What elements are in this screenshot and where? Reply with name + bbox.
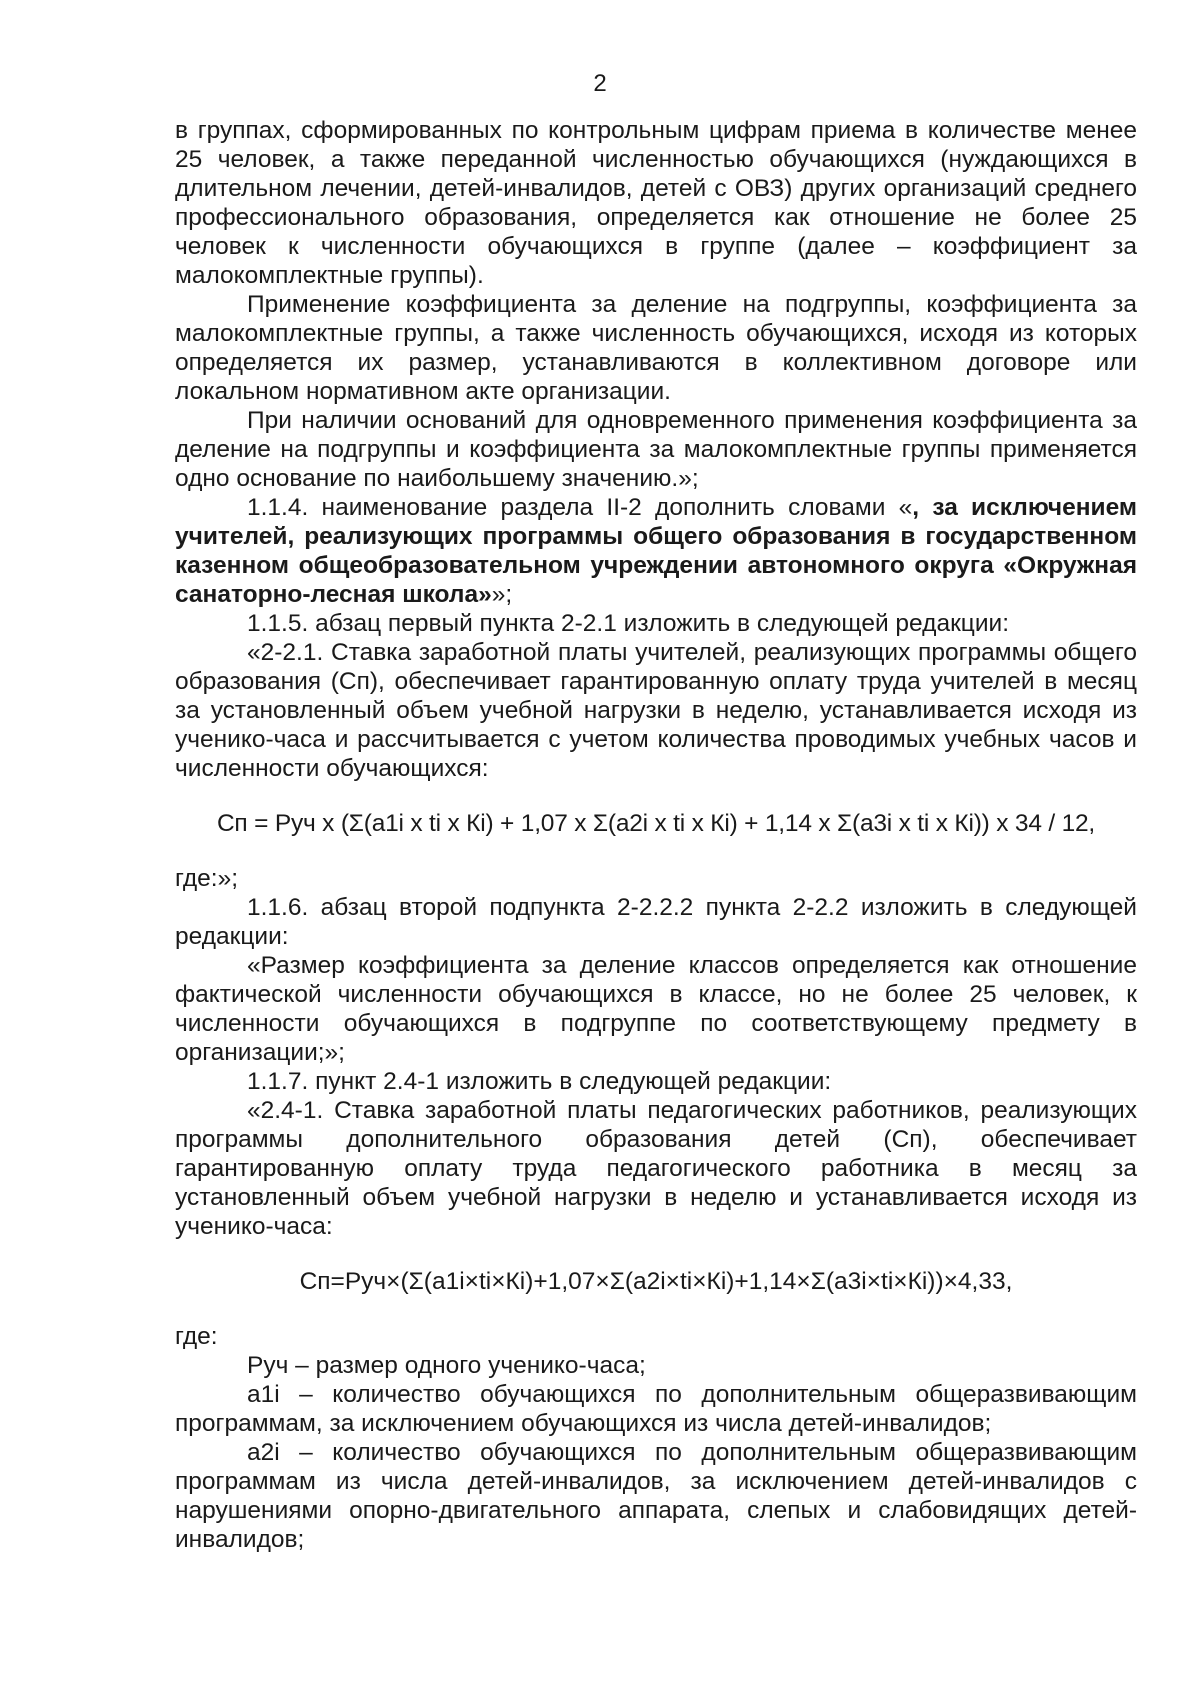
paragraph-1-1-7: 1.1.7. пункт 2.4-1 изложить в следующей редакции:: [247, 1068, 832, 1095]
where-label-2: где:: [175, 1323, 218, 1350]
page-number: 2: [593, 70, 607, 97]
paragraph-1-1-4-bold-insert: , за исключением учителей, реализующих программы общего образования в государственном казенном общеобразовательном учреждении автономного округа «Окружная санаторно-лесная школа»: [175, 494, 1137, 608]
document-body: [175, 116, 1137, 1554]
formula-additional-education-rate: Сп=Руч×(Σ(а1i×ti×Кi)+1,07×Σ(а2i×ti×Кi)+1,14×Σ(а3i×ti×Кi))×4,33,: [299, 1268, 1013, 1295]
paragraph-1-1-4: [175, 493, 1137, 609]
paragraph-2-2-1-rate: «2-2.1. Ставка заработной платы учителей, реализующих программы общего образования (Сп), обеспечивает гарантированную оплату труда учителей в месяц за установленный объем учебной нагрузки в неделю, устанавливается исходя из ученико-часа и рассчитывается с учетом количества проводимых учебных часов и численности обучающихся:: [175, 639, 1137, 782]
paragraph-1-1-6: 1.1.6. абзац второй подпункта 2-2.2.2 пункта 2-2.2 изложить в следующей редакции:: [175, 894, 1137, 950]
definition-ruch: Руч – размер одного ученико-часа;: [247, 1352, 646, 1379]
paragraph-2-4-1-rate: «2.4-1. Ставка заработной платы педагогических работников, реализующих программы дополнительного образования детей (Сп), обеспечивает гарантированную оплату труда педагогического работника в месяц за установленный объем учебной нагрузки в неделю и устанавливается исходя из ученико-часа:: [175, 1097, 1137, 1240]
paragraph-1-1-5: 1.1.5. абзац первый пункта 2-2.1 изложить в следующей редакции:: [247, 610, 1010, 637]
paragraph-coefficient-small-groups: в группах, сформированных по контрольным цифрам приема в количестве менее 25 человек, а также переданной численностью обучающихся (нуждающихся в длительном лечении, детей-инвалидов, детей с ОВЗ) других организаций среднего профессионального образования, определяется как отношение не более 25 человек к численности обучающихся в группе (далее – коэффициент за малокомплектные группы).: [175, 117, 1137, 289]
formula-teacher-rate: Сп = Руч х (Σ(а1i х ti х Кi) + 1,07 х Σ(а2i х ti х Кi) + 1,14 х Σ(а3i х ti х Кi)) х 34 / 12,: [216, 810, 1096, 837]
paragraph-class-division-coefficient: «Размер коэффициента за деление классов определяется как отношение фактической численности обучающихся в классе, но не более 25 человек, к численности обучающихся в подгруппе по соответствующему предмету в организации;»;: [175, 952, 1137, 1066]
definition-a1i: а1i – количество обучающихся по дополнительным общеразвивающим программам, за исключением обучающихся из числа детей-инвалидов;: [175, 1381, 1137, 1437]
definition-a2i: а2i – количество обучающихся по дополнительным общеразвивающим программам из числа детей-инвалидов, за исключением детей-инвалидов с нарушениями опорно-двигательного аппарата, слепых и слабовидящих детей-инвалидов;: [175, 1439, 1137, 1553]
paragraph-1-1-4-prefix: 1.1.4. наименование раздела II-2 дополнить словами «: [247, 494, 913, 521]
where-label-1: где:»;: [175, 865, 238, 892]
paragraph-1-1-4-suffix: »;: [491, 581, 513, 608]
paragraph-simultaneous-application: При наличии оснований для одновременного применения коэффициента за деление на подгруппы и коэффициента за малокомплектные группы применяется одно основание по наибольшему значению.»;: [175, 407, 1137, 492]
paragraph-application-coefficients: Применение коэффициента за деление на подгруппы, коэффициента за малокомплектные группы, а также численность обучающихся, исходя из которых определяется их размер, устанавливаются в коллективном договоре или локальном нормативном акте организации.: [175, 291, 1137, 405]
